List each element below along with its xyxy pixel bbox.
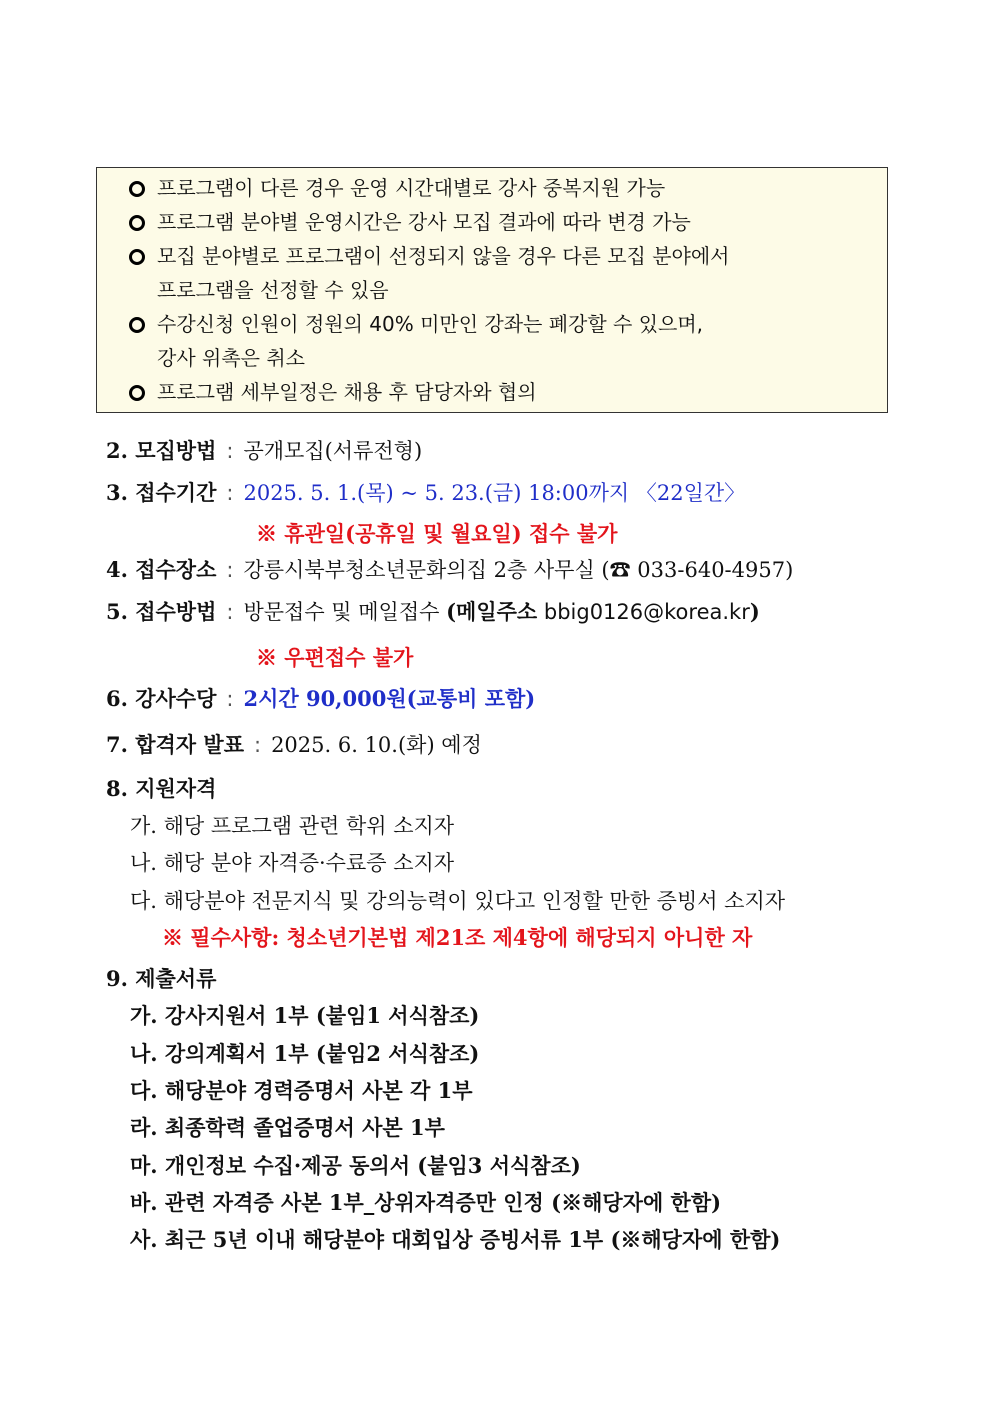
list-item: 다. 해당분야 전문지식 및 강의능력이 있다고 인정할 만한 증빙서 소지자 [130, 889, 786, 913]
list-item: 가. 강사지원서 1부 (붙임1 서식참조) [130, 1003, 480, 1028]
section-qualifications: 8. 지원자격 [106, 776, 217, 801]
notice-item: 프로그램 분야별 운영시간은 강사 모집 결과에 따라 변경 가능 [97, 205, 887, 239]
notice-box [96, 167, 888, 413]
notice-item: 모집 분야별로 프로그램이 선정되지 않을 경우 다른 모집 분야에서 프로그램을 선정할 수 있음 [97, 239, 887, 307]
list-item: 나. 해당 분야 자격증·수료증 소지자 [130, 851, 455, 875]
list-item: 가. 해당 프로그램 관련 학위 소지자 [130, 814, 455, 838]
list-item: 나. 강의계획서 1부 (붙임2 서식참조) [130, 1041, 480, 1066]
section-application-method: 5. 접수방법 : 방문접수 및 메일접수 (메일주소 bbig0126@korea.kr) [106, 599, 760, 624]
section-application-place: 4. 접수장소 : 강릉시북부청소년문화의집 2층 사무실 (☎ 033-640-4957) [106, 557, 794, 582]
section-announcement: 7. 합격자 발표 : 2025. 6. 10.(화) 예정 [106, 732, 482, 757]
required-note: ※ 필수사항: 청소년기본법 제21조 제4항에 해당되지 아니한 자 [162, 925, 753, 950]
list-item: 바. 관련 자격증 사본 1부_상위자격증만 인정 (※해당자에 한함) [130, 1190, 722, 1215]
email-address: bbig0126@korea.kr [543, 600, 750, 624]
section-recruit-method: 2. 모집방법 : 공개모집(서류전형) [106, 438, 423, 463]
circle-bullet-icon [129, 249, 145, 265]
list-item: 마. 개인정보 수집·제공 동의서 (붙임3 서식참조) [130, 1153, 581, 1178]
circle-bullet-icon [129, 385, 145, 401]
list-item: 라. 최종학력 졸업증명서 사본 1부 [130, 1115, 445, 1140]
circle-bullet-icon [129, 215, 145, 231]
closed-day-note: ※ 휴관일(공휴일 및 월요일) 접수 불가 [256, 521, 618, 546]
notice-item: 프로그램 세부일정은 채용 후 담당자와 협의 [97, 375, 887, 409]
list-item: 사. 최근 5년 이내 해당분야 대회입상 증빙서류 1부 (※해당자에 한함) [130, 1227, 781, 1252]
postal-note: ※ 우편접수 불가 [256, 645, 414, 670]
section-documents: 9. 제출서류 [106, 966, 217, 991]
notice-item: 프로그램이 다른 경우 운영 시간대별로 강사 중복지원 가능 [97, 171, 887, 205]
section-application-period: 3. 접수기간 : 2025. 5. 1.(목) ~ 5. 23.(금) 18:00까지 〈22일간〉 [106, 480, 746, 505]
list-item: 다. 해당분야 경력증명서 사본 각 1부 [130, 1078, 473, 1103]
circle-bullet-icon [129, 181, 145, 197]
notice-item: 수강신청 인원이 정원의 40% 미만인 강좌는 폐강할 수 있으며, 강사 위촉은 취소 [97, 307, 887, 375]
circle-bullet-icon [129, 317, 145, 333]
section-instructor-fee: 6. 강사수당 : 2시간 90,000원(교통비 포함) [106, 686, 536, 711]
